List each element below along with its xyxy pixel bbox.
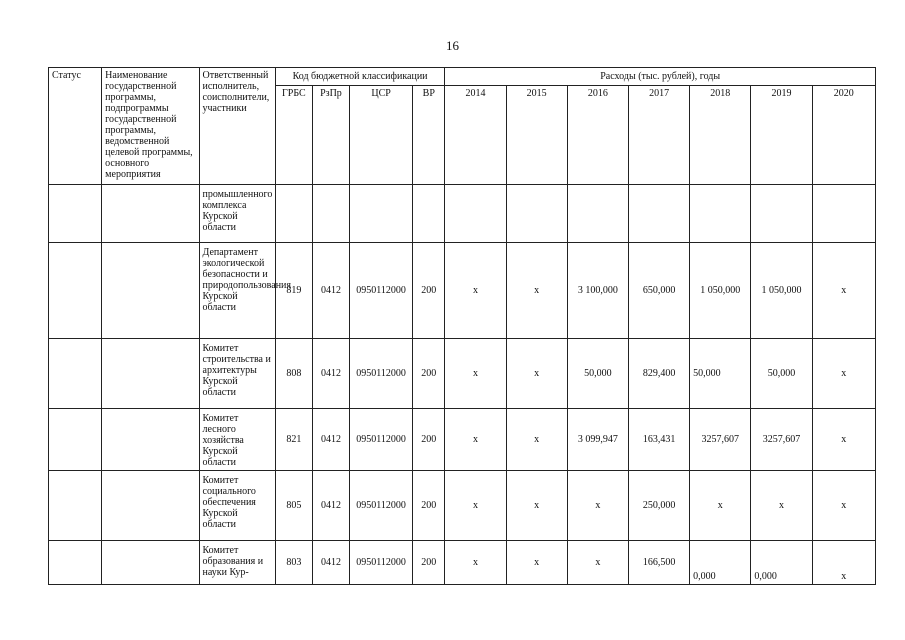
grbs-cell (275, 185, 312, 243)
grbs-cell: 805 (275, 471, 312, 541)
col-header-budget-code: Код бюджетной классификации (275, 68, 445, 86)
value-cell: 50,000 (690, 339, 751, 409)
program-name-cell (102, 409, 199, 471)
vr-cell: 200 (413, 409, 445, 471)
csr-cell: 0950112000 (350, 243, 413, 339)
grbs-cell: 819 (275, 243, 312, 339)
csr-cell (350, 185, 413, 243)
value-cell: х (812, 339, 875, 409)
value-cell: 163,431 (628, 409, 689, 471)
program-name-cell (102, 471, 199, 541)
status-cell (49, 409, 102, 471)
col-header-expenses: Расходы (тыс. рублей), годы (445, 68, 876, 86)
value-cell: 50,000 (567, 339, 628, 409)
value-cell: х (445, 471, 506, 541)
table-row (49, 409, 876, 471)
table-row (49, 541, 876, 585)
grbs-cell: 821 (275, 409, 312, 471)
program-name-cell (102, 339, 199, 409)
grbs-cell: 803 (275, 541, 312, 585)
rzpr-cell: 0412 (312, 409, 349, 471)
value-cell: 166,500 (628, 541, 689, 585)
status-cell (49, 339, 102, 409)
value-cell: х (567, 471, 628, 541)
value-cell: 3257,607 (690, 409, 751, 471)
value-cell: х (506, 243, 567, 339)
csr-cell: 0950112000 (350, 409, 413, 471)
status-cell (49, 541, 102, 585)
executor-cell: Комитет социального обеспечения Курской области (199, 471, 275, 541)
program-name-cell (102, 185, 199, 243)
table-row (49, 471, 876, 541)
csr-cell: 0950112000 (350, 471, 413, 541)
value-cell: 650,000 (628, 243, 689, 339)
col-header-grbs: ГРБС (275, 86, 312, 185)
value-cell: х (445, 541, 506, 585)
value-cell: 3257,607 (751, 409, 812, 471)
value-cell (812, 185, 875, 243)
col-header-vr: ВР (413, 86, 445, 185)
page-number: 16 (446, 38, 459, 53)
vr-cell: 200 (413, 339, 445, 409)
value-cell: х (445, 243, 506, 339)
program-name-cell (102, 243, 199, 339)
col-header-year: 2017 (628, 86, 689, 185)
status-cell (49, 471, 102, 541)
value-cell (628, 185, 689, 243)
col-header-year: 2019 (751, 86, 812, 185)
status-cell (49, 243, 102, 339)
rzpr-cell: 0412 (312, 471, 349, 541)
executor-cell: Комитет лесного хозяйства Курской области (199, 409, 275, 471)
value-cell: х (445, 339, 506, 409)
value-cell: 3 099,947 (567, 409, 628, 471)
value-cell: х (506, 409, 567, 471)
value-cell: 50,000 (751, 339, 812, 409)
col-header-csr: ЦСР (350, 86, 413, 185)
executor-cell: Комитет строительства и архитектуры Курской области (199, 339, 275, 409)
rzpr-cell (312, 185, 349, 243)
value-cell: х (812, 471, 875, 541)
table-row (49, 339, 876, 409)
value-cell: х (751, 471, 812, 541)
value-cell (445, 185, 506, 243)
value-cell: х (506, 471, 567, 541)
col-header-year: 2020 (812, 86, 875, 185)
vr-cell: 200 (413, 243, 445, 339)
rzpr-cell: 0412 (312, 541, 349, 585)
value-cell: х (567, 541, 628, 585)
col-header-rzpr: РзПр (312, 86, 349, 185)
col-header-year: 2014 (445, 86, 506, 185)
value-cell (567, 185, 628, 243)
value-cell: 1 050,000 (751, 243, 812, 339)
value-cell: х (506, 339, 567, 409)
value-cell: 250,000 (628, 471, 689, 541)
executor-cell: Комитет образования и науки Кур- (199, 541, 275, 585)
value-cell: х (812, 409, 875, 471)
table-row (49, 243, 876, 339)
col-header-program-name: Наименование государственной программы, подпрограммы государственной программы, ведомственной целевой программы, основного мероприятия (102, 68, 199, 185)
col-header-executor: Ответственный исполнитель, соисполнители, участники (199, 68, 275, 185)
status-cell (49, 185, 102, 243)
rzpr-cell: 0412 (312, 243, 349, 339)
col-header-year: 2015 (506, 86, 567, 185)
value-cell (690, 185, 751, 243)
csr-cell: 0950112000 (350, 339, 413, 409)
value-cell: 829,400 (628, 339, 689, 409)
vr-cell: 200 (413, 471, 445, 541)
value-cell: х (812, 541, 875, 585)
executor-cell: промышленного комплекса Курской области (199, 185, 275, 243)
col-header-year: 2018 (690, 86, 751, 185)
col-header-year: 2016 (567, 86, 628, 185)
executor-cell: Департамент экологической безопасности и природопользования Курской области (199, 243, 275, 339)
grbs-cell: 808 (275, 339, 312, 409)
col-header-status: Статус (49, 68, 102, 185)
budget-table (48, 67, 876, 585)
value-cell: 1 050,000 (690, 243, 751, 339)
value-cell: 3 100,000 (567, 243, 628, 339)
program-name-cell (102, 541, 199, 585)
value-cell: х (812, 243, 875, 339)
value-cell: х (445, 409, 506, 471)
value-cell (751, 185, 812, 243)
vr-cell: 200 (413, 541, 445, 585)
value-cell: х (506, 541, 567, 585)
vr-cell (413, 185, 445, 243)
value-cell: 0,000 (690, 541, 751, 585)
table-row (49, 185, 876, 243)
value-cell: 0,000 (751, 541, 812, 585)
value-cell (506, 185, 567, 243)
rzpr-cell: 0412 (312, 339, 349, 409)
csr-cell: 0950112000 (350, 541, 413, 585)
value-cell: х (690, 471, 751, 541)
